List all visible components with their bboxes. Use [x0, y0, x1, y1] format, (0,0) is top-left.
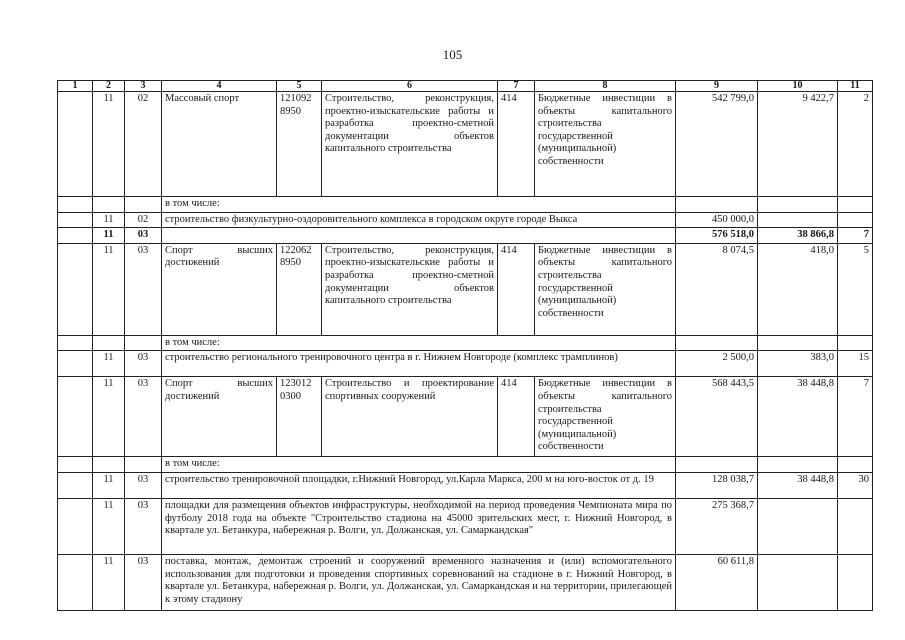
col-header: 4 [162, 81, 277, 92]
table-cell: 03 [125, 351, 162, 377]
table-cell: в том числе: [162, 335, 676, 351]
col-header: 9 [676, 81, 758, 92]
table-cell [838, 197, 873, 213]
table-cell: в том числе: [162, 197, 676, 213]
table-row [58, 457, 873, 473]
table-cell: 38 448,8 [758, 472, 838, 498]
col-header: 3 [125, 81, 162, 92]
table-cell: Спорт высших достижений [162, 377, 277, 457]
table-cell: Бюджетные инвестиции в объекты капитального строительства государственной (муниципальной) собственности [535, 92, 676, 197]
table-cell: 11 [93, 351, 125, 377]
table-cell: 02 [125, 212, 162, 228]
table-cell [93, 457, 125, 473]
table-cell [125, 335, 162, 351]
total-row [58, 228, 873, 244]
table-cell: 03 [125, 377, 162, 457]
table-cell [93, 197, 125, 213]
table-cell [758, 212, 838, 228]
table-cell [758, 498, 838, 554]
col-header: 7 [498, 81, 535, 92]
table-cell: 03 [125, 243, 162, 335]
table-cell [58, 351, 93, 377]
table-cell [58, 92, 93, 197]
table-cell: 11 [93, 472, 125, 498]
table-cell [58, 457, 93, 473]
table-cell: 383,0 [758, 351, 838, 377]
table-cell [58, 197, 93, 213]
table-cell: 03 [125, 498, 162, 554]
table-cell: 2 [838, 92, 873, 197]
table-cell: 03 [125, 228, 162, 244]
table-cell [125, 197, 162, 213]
table-row [58, 472, 873, 498]
col-header: 1 [58, 81, 93, 92]
col-header: 6 [322, 81, 498, 92]
table-cell: 275 368,7 [676, 498, 758, 554]
table-cell [58, 228, 93, 244]
table-cell [676, 197, 758, 213]
table-row [58, 351, 873, 377]
table-cell: 60 611,8 [676, 554, 758, 610]
table-cell [758, 335, 838, 351]
table-cell: 576 518,0 [676, 228, 758, 244]
table-cell: 7 [838, 377, 873, 457]
table-cell: 542 799,0 [676, 92, 758, 197]
table-cell: строительство регионального тренировочного центра в г. Нижнем Новгороде (комплекс трамплинов) [162, 351, 676, 377]
table-cell: 8 074,5 [676, 243, 758, 335]
table-row [58, 377, 873, 457]
table-cell: 128 038,7 [676, 472, 758, 498]
table-cell: 418,0 [758, 243, 838, 335]
table-cell: 11 [93, 92, 125, 197]
table-cell: Бюджетные инвестиции в объекты капитального строительства государственной (муниципальной) собственности [535, 377, 676, 457]
table-cell [58, 335, 93, 351]
table-cell [758, 554, 838, 610]
table-row [58, 212, 873, 228]
table-cell [58, 472, 93, 498]
table-cell: 414 [498, 92, 535, 197]
table-row [58, 92, 873, 197]
table-cell: 38 448,8 [758, 377, 838, 457]
header-row [58, 81, 873, 92]
table-cell: Спорт высших достижений [162, 243, 277, 335]
table-cell [125, 457, 162, 473]
table-cell [838, 554, 873, 610]
table-cell [758, 457, 838, 473]
table-cell: 11 [93, 228, 125, 244]
table-cell: поставка, монтаж, демонтаж строений и сооружений временного назначения и (или) вспомогательного использования для подготовки и проведения спортивных соревнований на стадионе в г. Нижний Новгород, в квартале ул. Бетанкура, набережная р. Волги, ул. Должанская, ул. Самаркандская и на территории, прилегающей к этому стадиону [162, 554, 676, 610]
table-cell: Строительство и проектирование спортивных сооружений [322, 377, 498, 457]
table-cell: Строительство, реконструкция, проектно-изыскательские работы и разработка проектно-сметной документации объектов капитального строительства [322, 243, 498, 335]
table-cell: 11 [93, 212, 125, 228]
table-cell: 02 [125, 92, 162, 197]
table-cell [838, 498, 873, 554]
table-row [58, 243, 873, 335]
table-cell [838, 335, 873, 351]
table-cell [93, 335, 125, 351]
table-cell [58, 554, 93, 610]
table-cell [676, 335, 758, 351]
col-header: 8 [535, 81, 676, 92]
table-cell: площадки для размещения объектов инфраструктуры, необходимой на период проведения Чемпионата мира по футболу 2018 года на объекте "Строительство стадиона на 45000 зрительских мест, г. Нижний Новгород, в квартале ул. Бетанкура, набережная р. Волги, ул. Должанская, ул. Самаркандская" [162, 498, 676, 554]
table-cell: 15 [838, 351, 873, 377]
table-cell [58, 498, 93, 554]
table-cell: Массовый спорт [162, 92, 277, 197]
table-cell: строительство тренировочной площадки, г.Нижний Новгород, ул.Карла Маркса, 200 м на юго-восток от д. 19 [162, 472, 676, 498]
table-row [58, 335, 873, 351]
col-header: 2 [93, 81, 125, 92]
table-cell: 5 [838, 243, 873, 335]
table-cell: 123012 0300 [277, 377, 322, 457]
table-cell: 03 [125, 554, 162, 610]
table-cell [676, 457, 758, 473]
table-cell: 11 [93, 498, 125, 554]
table-row [58, 498, 873, 554]
table-cell [162, 228, 676, 244]
table-cell: 7 [838, 228, 873, 244]
table-row [58, 554, 873, 610]
table-cell: строительство физкультурно-оздоровительного комплекса в городском округе городе Выкса [162, 212, 676, 228]
table-cell: 03 [125, 472, 162, 498]
table-cell: 11 [93, 243, 125, 335]
table-cell: 121092 8950 [277, 92, 322, 197]
table-cell: 11 [93, 554, 125, 610]
table-cell [838, 457, 873, 473]
page-number: 105 [442, 47, 463, 62]
table-cell: в том числе: [162, 457, 676, 473]
table-cell: 450 000,0 [676, 212, 758, 228]
table-cell [58, 377, 93, 457]
table-cell: 38 866,8 [758, 228, 838, 244]
table-cell: 414 [498, 243, 535, 335]
table-cell: Строительство, реконструкция, проектно-изыскательские работы и разработка проектно-сметной документации объектов капитального строительства [322, 92, 498, 197]
table-cell [838, 212, 873, 228]
table-row [58, 197, 873, 213]
table-cell: 30 [838, 472, 873, 498]
table-cell [58, 243, 93, 335]
col-header: 10 [758, 81, 838, 92]
table-cell: Бюджетные инвестиции в объекты капитального строительства государственной (муниципальной) собственности [535, 243, 676, 335]
table-cell [758, 197, 838, 213]
budget-table [57, 80, 873, 611]
table-cell: 122062 8950 [277, 243, 322, 335]
table-cell: 11 [93, 377, 125, 457]
table-cell: 9 422,7 [758, 92, 838, 197]
table-cell [58, 212, 93, 228]
table-cell: 2 500,0 [676, 351, 758, 377]
col-header: 11 [838, 81, 873, 92]
table-cell: 414 [498, 377, 535, 457]
col-header: 5 [277, 81, 322, 92]
table-cell: 568 443,5 [676, 377, 758, 457]
